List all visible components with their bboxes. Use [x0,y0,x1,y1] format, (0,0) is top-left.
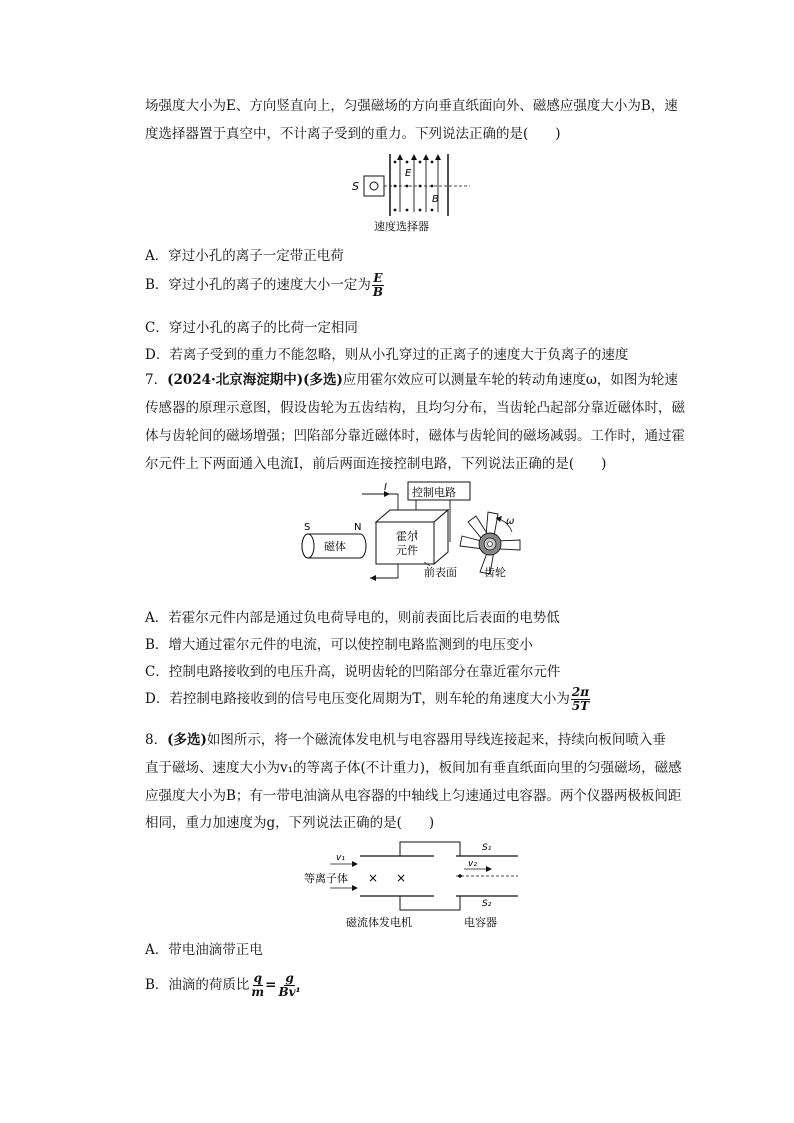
q7-stem-line2: 传感器的原理示意图，假设齿轮为五齿结构，且均匀分布，当齿轮凸起部分靠近磁体时，磁 [145,400,685,416]
s-label: S [352,180,359,193]
q8-stem-line3: 应强度大小为B；有一带电油滴从电容器的中轴线上匀速通过电容器。两个仪器两极板间距 [145,788,682,804]
generator-label: 磁流体发电机 [346,916,412,929]
magnet-s-label: S [304,522,311,533]
q8-option-b-text: B．油滴的荷质比 [145,977,250,993]
q8-option-b [145,972,302,999]
e-label: E [405,168,412,179]
q6-stem-line2: 度选择器置于真空中，不计离子受到的重力。下列说法正确的是( ) [145,126,561,142]
velocity-selector-figure [350,150,480,232]
q8-stem-line2: 直于磁场、速度大小为v₁的等离子体(不计重力)，板间加有垂直纸面向里的匀强磁场，磁感 [145,760,682,776]
fraction-numerator: g [285,971,294,985]
q8-option-a: A．带电油滴带正电 [145,942,263,958]
hall-sensor-figure [300,478,530,584]
b-label: B [432,194,439,205]
v2-label: v₂ [468,859,477,869]
fraction-e-over-b [372,272,384,299]
mhd-generator-figure [296,838,522,930]
magnet-n-label: N [354,522,362,533]
fraction-2pi-over-5t [571,686,590,713]
q6-option-b-text: B．穿过小孔的离子的速度大小一定为 [145,277,371,293]
q7-stem-line4: 尔元件上下两面通入电流I，前后两面连接控制电路，下列说法正确的是( ) [145,456,607,472]
q8-number: 8． [145,732,168,748]
fraction-numerator: q [253,971,262,985]
fraction-g-over-bv [277,972,301,999]
q7-source: (2024·北京海淀期中)(多选) [167,372,343,388]
control-label: 控制电路 [412,486,456,499]
source-hole [370,182,378,190]
plasma-label: 等离子体 [304,872,348,885]
q7-option-d [145,686,590,713]
q7-stem-line3: 体与齿轮间的磁场增强；凹陷部分靠近磁体时，磁体与齿轮间的磁场减弱。工作时，通过霍 [145,428,685,444]
s2-label: S₂ [482,899,492,909]
q7-option-b: B．增大通过霍尔元件的电流，可以使控制电路监测到的电压变小 [145,637,533,653]
q7-stem-text: 应用霍尔效应可以测量车轮的转动角速度ω，如图为轮速 [342,372,678,388]
magnet-label: 磁体 [324,540,346,553]
fraction-denominator: Bv¹ [278,985,301,999]
oil-drop [458,874,462,878]
cross-1: × [368,871,379,885]
v1-label: v₁ [336,853,345,863]
hall-element-front [376,522,434,564]
cross-2: × [396,871,407,885]
s1-label: S₁ [482,843,492,853]
equals-sign: = [265,977,277,993]
current-label: I [384,482,387,493]
figure-caption: 速度选择器 [374,220,429,232]
hall-label-1: 霍尔 [396,530,418,543]
q6-option-a: A．穿过小孔的离子一定带正电荷 [145,248,344,264]
omega-label: ω [506,516,515,527]
q6-option-c: C．穿过小孔的离子的比荷一定相同 [145,320,358,336]
capacitor-label: 电容器 [464,916,497,929]
q8-stem-line4: 相同，重力加速度为g，下列说法正确的是( ) [145,815,435,831]
fraction-q-over-m [250,972,265,999]
front-surface-label: 前表面 [424,566,457,579]
q6-option-d: D．若离子受到的重力不能忽略，则从小孔穿过的正离子的速度大于负离子的速度 [145,347,629,363]
q8-source: (多选) [167,732,207,748]
fraction-denominator: m [251,985,265,999]
fraction-numerator: E [373,271,383,285]
q7-stem-line1 [145,370,678,390]
q8-stem-text: 如图所示，将一个磁流体发电机与电容器用导线连接起来，持续向板间喷入垂 [206,732,666,748]
fraction-numerator: 2π [571,685,590,699]
hall-label-2: 元件 [396,544,418,557]
gear-label: 齿轮 [484,566,506,579]
fraction-denominator: B [372,285,384,299]
ion-source [364,176,384,196]
q8-stem-line1 [145,730,666,750]
q7-option-c: C．控制电路接收到的电压升高，说明齿轮的凹陷部分在靠近霍尔元件 [145,664,561,680]
q7-option-d-text: D．若控制电路接收到的信号电压变化周期为T，则车轮的角速度大小为 [145,691,570,707]
q6-stem-line1: 场强度大小为E、方向竖直向上，匀强磁场的方向垂直纸面向外、磁感应强度大小为B，速 [145,98,678,114]
q7-option-a: A．若霍尔元件内部是通过负电荷导电的，则前表面比后表面的电势低 [145,610,560,626]
q7-number: 7． [145,372,168,388]
q6-option-b [145,272,384,299]
fraction-denominator: 5T [571,699,590,713]
